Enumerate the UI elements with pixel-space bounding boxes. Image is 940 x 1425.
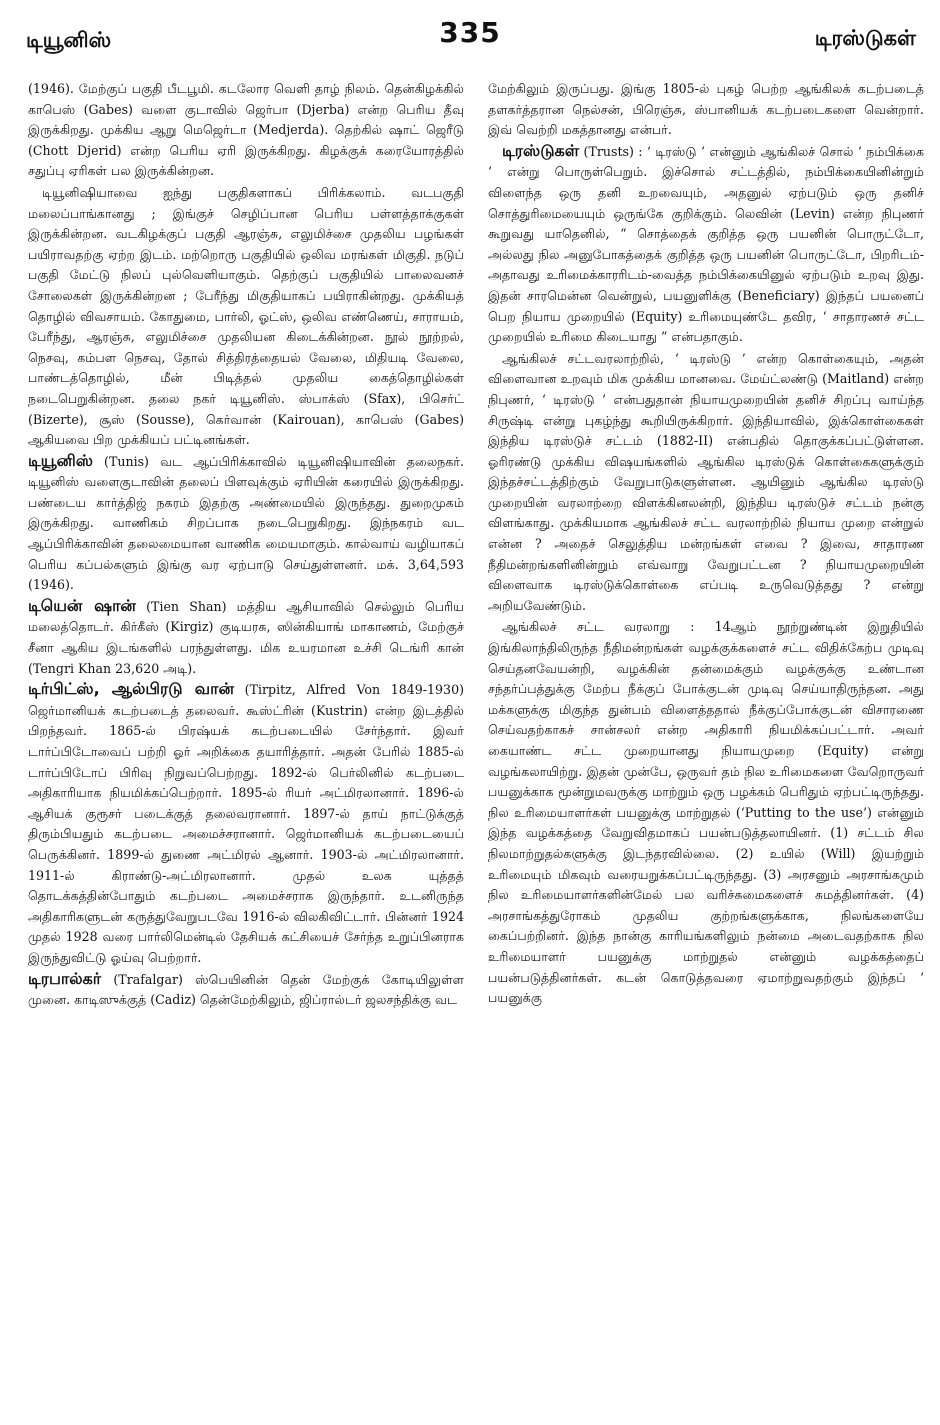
paragraph-text: (Trafalgar) ஸ்பெயினின் தென் மேற்குக் கோடியிலுள்ள முனை. காடிஸுக்குத் (Cadiz) தென்மேற்கிலும், ஜிப்ரால்டர் ஜலசந்திக்கு வட (28, 971, 464, 1008)
paragraph-text: (Tien Shan) மத்திய ஆசியாவில் செல்லும் பெரிய மலைத்தொடர். கிர்கீஸ் (Kirgiz) குடியரசு, ஸின்கியாங் மாகாணம், மேற்குச் சீனா ஆகிய இடங்களில் பரந்துள்ளது. மிக உயரமான உச்சி டெங்ரி கான் (Tengri Khan 23,620 அடி). (28, 598, 464, 676)
paragraph-text: மேற்கிலும் இருப்பது. இங்கு 1805-ல் புகழ் பெற்ற ஆங்கிலக் கடற்படைத் தளகர்த்தரான நெல்சன், பிரெஞ்சு, ஸ்பானியக் கடற்படைகளை வென்றார். இவ் வெற்றி மகத்தானது என்பர். (488, 81, 924, 138)
headword: டிரபால்கர் (28, 968, 102, 988)
paragraph (28, 78, 464, 182)
paragraph-text: ஆங்கிலச் சட்டவரலாற்றில், ‘ டிரஸ்டு ’ என்ற கொள்கையும், அதன் விளைவான உறவும் மிக முக்கிய மானவை. மேய்ட்லண்டு (Maitland) என்ற நிபுணர், ‘ டிரஸ்டு ’ என்பதுதான் நியாயமுறையின் தனிச் சிறப்பு வாய்ந்த சிருஷ்டி என்று புகழ்ந்து கூறியிருக்கிறார். இந்தியாவில், இக்கொள்கைகள் இந்திய டிரஸ்டுச் சட்டம் (1882-II) என்பதில் தொகுக்கப்பட்டுள்ளன. ஓரிரண்டு முக்கிய விஷயங்களில் ஆங்கில டிரஸ்டுக் கொள்கைகளுக்கும் இந்தச்சட்டத்திற்கும் வேறுபாடுகளுள்ளன. ஆயினும் ஆங்கில டிரஸ்டு முறையின் வரலாற்றை விளக்கினலன்றி, இந்திய டிரஸ்டுச் சட்டம் நன்கு விளங்காது. முக்கியமாக ஆங்கிலச் சட்ட வரலாற்றில் நியாய முறை என்றுல் என்ன ? அதைச் செலுத்திய மன்றங்கள் எவை ? இவை, சாதாரண நீதிமன்றங்களினின்றும் எவ்வாறு வேறுபட்டன ? நியாயமுறையின் விளைவாக டிரஸ்டுக்கொள்கை எப்படி உருவெடுத்தது ? என்று அறியவேண்டும். (488, 350, 924, 613)
entry-tien-shan (28, 596, 464, 679)
paragraph (28, 182, 464, 451)
paragraph-text: (Tirpitz, Alfred Von 1849-1930) ஜெர்மானியக் கடற்படைத் தலைவர். கூஸ்ட்ரின் (Kustrin) என்ற இடத்தில் பிறந்தவர். 1865-ல் பிரஷ்யக் கடற்படையில் சேர்ந்தார். இவர் டார்ப்பிடோவைப் பற்றி ஓர் அறிக்கை தயாரித்தார். அதன் பேரில் 1885-ல் டார்ப்பிடோப் பிரிவு நிறுவப்பெற்றது. 1892-ல் பெர்லினில் கடற்படை அதிகாரியாக நியமிக்கப்பெற்றார். 1895-ல் ரியர் அட்மிரலானார். 1896-ல் ஆசியக் குரூசர் படைக்குத் தலைவரானார். 1897-ல் தாய் நாட்டுக்குத் திரும்பியதும் கடற்படை அமைச்சரானார். ஜெர்மானியக் கடற்படையைப் பெருக்கினர். 1899-ல் துணை அட்மிரல் ஆனார். 1903-ல் அட்மிரலானார். 1911-ல் கிராண்டு-அட்மிரலானார். முதல் உலக யுத்தத் தொடக்கத்தின்போதும் கடற்படை அமைச்சராக இருந்தார். உடனிருந்த அதிகாரிகளுடன் கருத்துவேறுபடவே 1916-ல் விலகிவிட்டார். பின்னர் 1924 முதல் 1928 வரை பார்லிமென்டில் தேசியக் கட்சியைச் சேர்ந்த உறுப்பினராக இருந்துவிட்டு ஓய்வு பெற்றார். (28, 682, 464, 965)
entry-tunis (28, 451, 464, 596)
headword: டியென் ஷான் (28, 595, 136, 615)
headword: டியூனிஸ் (28, 450, 93, 470)
paragraph-text: (Tunis) வட ஆப்பிரிக்காவில் டியூனிஷியாவின் தலைநகர். டியூனிஸ் வளைகுடாவின் தலைப் பிளவுக்கும் ஏரியின் கரையில் இருக்கிறது. பண்டைய கார்த்திஜ் நகரம் இதற்கு அண்மையில் இருந்தது. துறைமுகம் இருக்கிறது. வாணிகம் சிறப்பாக நடைபெறுகிறது. இந்நகரம் வட ஆப்பிரிக்காவின் தலைமையான வாணிக மையமாகும். கால்வாய் வழியாகப் பெரிய கப்பல்களும் இங்கு வர ஏற்பாடு செய்துள்ளனர். மக். 3,64,593 (1946). (28, 453, 464, 593)
page-header (20, 14, 920, 58)
entry-trafalgar (28, 969, 464, 1011)
right-column (488, 78, 924, 1413)
headword: டிர்பிட்ஸ், ஆல்பிரடு வான் (28, 679, 234, 699)
running-head-left: டியூனிஸ் (26, 28, 112, 52)
entry-trusts (488, 141, 924, 348)
paragraph (488, 348, 924, 617)
paragraph-text: டியூனிஷியாவை ஐந்து பகுதிகளாகப் பிரிக்கலாம். வடபகுதி மலைப்பாங்கானது ; இங்குச் செழிப்பான பெரிய பள்ளத்தாக்குகள் இருக்கின்றன. வடகிழக்குப் பகுதி ஆரஞ்சு, எலுமிச்சை முதலிய பழங்கள் பயிராவதற்கு ஏற்ற இடம். மற்றொரு பகுதியில் ஒலிவ மரங்கள் மிகுதி. நடுப் பகுதி மேட்டு நிலப் புல்வெளியாகும். தெற்குப் பகுதியில் பாலைவனச் சோலைகள் இருக்கின்றன ; பேரீந்து மிகுதியாகப் பயிராகின்றது. முக்கியத் தொழில் விவசாயம். கோதுமை, பார்லி, ஓட்ஸ், ஒலிவ எண்ணெய், சாராயம், பேரீந்து, ஆரஞ்சு, எலுமிச்சை முதலியன கிடைக்கின்றன. நூல் நூற்றல், நெசவு, கம்பள நெசவு, தோல் சித்திரத்தையல் வேலை, மிதியடி வேலை, பாண்டத்தொழில், மீன் பிடித்தல் முதலிய கைத்தொழில்கள் நடைபெறுகின்றன. தலை நகர் டியூனிஸ். ஸ்பாக்ஸ் (Sfax), பிசெர்ட் (Bizerte), சூஸ் (Sousse), கெர்வான் (Kairouan), காபெஸ் (Gabes) ஆகியவை பிற முக்கியப் பட்டினங்கள். (28, 184, 464, 448)
paragraph-text: ஆங்கிலச் சட்ட வரலாறு : 14ஆம் நூற்றுண்டின் இறுதியில் இங்கிலாந்திலிருந்த நீதிமன்றங்கள் வழக்குக்களைச் சட்ட விதிக்கேற்ப முடிவு செய்தனவேயன்றி, வழக்கின் தன்மைக்கும் வழக்குக்கு உண்டான சந்தர்ப்பத்துக்கு மேற்ப நீக்குப் போக்குடன் முடிவு செய்யாதிருந்தன. அது மக்களுக்கு மிகுந்த துன்பம் விளைத்ததால் நீக்குப்போக்குடன் விசாரணை செய்வதற்காகச் சான்சலர் என்ற அதிகாரி நியமிக்கப்பட்டார். அவர் கையாண்ட சட்ட முறையானது நியாயமுறை (Equity) என்று வழங்கலாயிற்று. இதன் முன்பே, ஒருவர் தம் நில உரிமைகளை வேறொருவர் பயனுக்காக மூன்றுமவருக்கு மாற்றும் ஒரு பழக்கம் பெரிதும் ஏற்பட்டிருந்தது. நில உரிமையாளர்கள் பயனுக்கு மாற்றுதல் (‘Putting to the use’) என்னும் இந்த வழக்கத்தை வேறுவிதமாகப் பயன்படுத்தலாயினர். (1) சட்டம் சில நிலமாற்றுதல்களுக்கு இடந்தரவில்லை. (2) உயில் (Will) இயற்றும் உரிமையும் மிகவும் வரையறுக்கப்பட்டிருந்தது. (3) அரசனும் அரசாங்கமும் நில உரிமையாளர்களின்மேல் பல வரிச்சுமைகளைச் சுமத்தினர்கள். (4) அரசாங்கத்துரோகம் முதலிய குற்றங்களுக்காக, நிலங்களையே கைப்பற்றினர். இந்த நான்கு காரியங்களிலும் நன்மை அடைவதற்காக நில உரிமையாளர் பயனுக்கு மாற்றுதல் என்னும் வழக்கத்தைப் பயன்படுத்தினர்கள். கடன் கொடுத்தவரை ஏமாற்றுவதற்கும் இந்தப் ‘ பயனுக்கு (488, 619, 924, 1006)
paragraph (488, 78, 924, 141)
paragraph (488, 616, 924, 1008)
paragraph-text: (Trusts) : ‘ டிரஸ்டு ’ என்னும் ஆங்கிலச் சொல் ‘ நம்பிக்கை ’ என்று பொருள்பெறும். இச்சொல் சட்டத்தில், நம்பிக்கையினின்றும் விளைந்த ஒரு தனி உறவையும், அதனுல் ஏற்படும் ஒரு தனிச் சொத்துரிமையையும் ஒருங்கே குறிக்கும். லெவின் (Levin) என்ற நிபுணர் கூறுவது யாதெனில், “ சொத்தைக் குறித்த ஒரு பயனின் பொருட்டோ, அல்லது நில அனுபோகத்தைக் குறித்த ஒரு பயனின் பொருட்டோ, பிறரிடம்-அதாவது உரிமைக்காரரிடம்-வைத்த நம்பிக்கையினுல் ஏற்படும் உறவு இது. இதன் சாரமென்ன வென்றுல், பயனுளிக்கு (Beneficiary) இந்தப் பயனைப் பெற நியாய முறையில் (Equity) உரிமையுண்டே தவிர, ‘ சாதாரணச் சட்ட முறையில் உரிமை கிடையாது ” என்பதாகும். (488, 143, 924, 345)
entry-tirpitz (28, 679, 464, 968)
headword: டிரஸ்டுகள் (502, 140, 580, 160)
page-number: 335 (439, 16, 501, 49)
left-column (28, 78, 464, 1413)
paragraph-text: (1946). மேற்குப் பகுதி பீடபூமி. கடலோர வெளி தாழ் நிலம். தென்கிழக்கில் காபெஸ் (Gabes) வளை குடாவில் ஜெர்பா (Djerba) என்ற பெரிய தீவு இருக்கிறது. முக்கிய ஆறு மெஜெர்டா (Medjerda). தெற்கில் ஷாட் ஜெரீடு (Chott Djerid) என்ற பெரிய ஏரி இருக்கிறது. கிழக்குக் கரையோரத்தில் சதுப்பு ஏரிகள் பல இருக்கின்றன. (28, 81, 464, 179)
running-head-right: டிரஸ்டுகள் (814, 26, 916, 50)
